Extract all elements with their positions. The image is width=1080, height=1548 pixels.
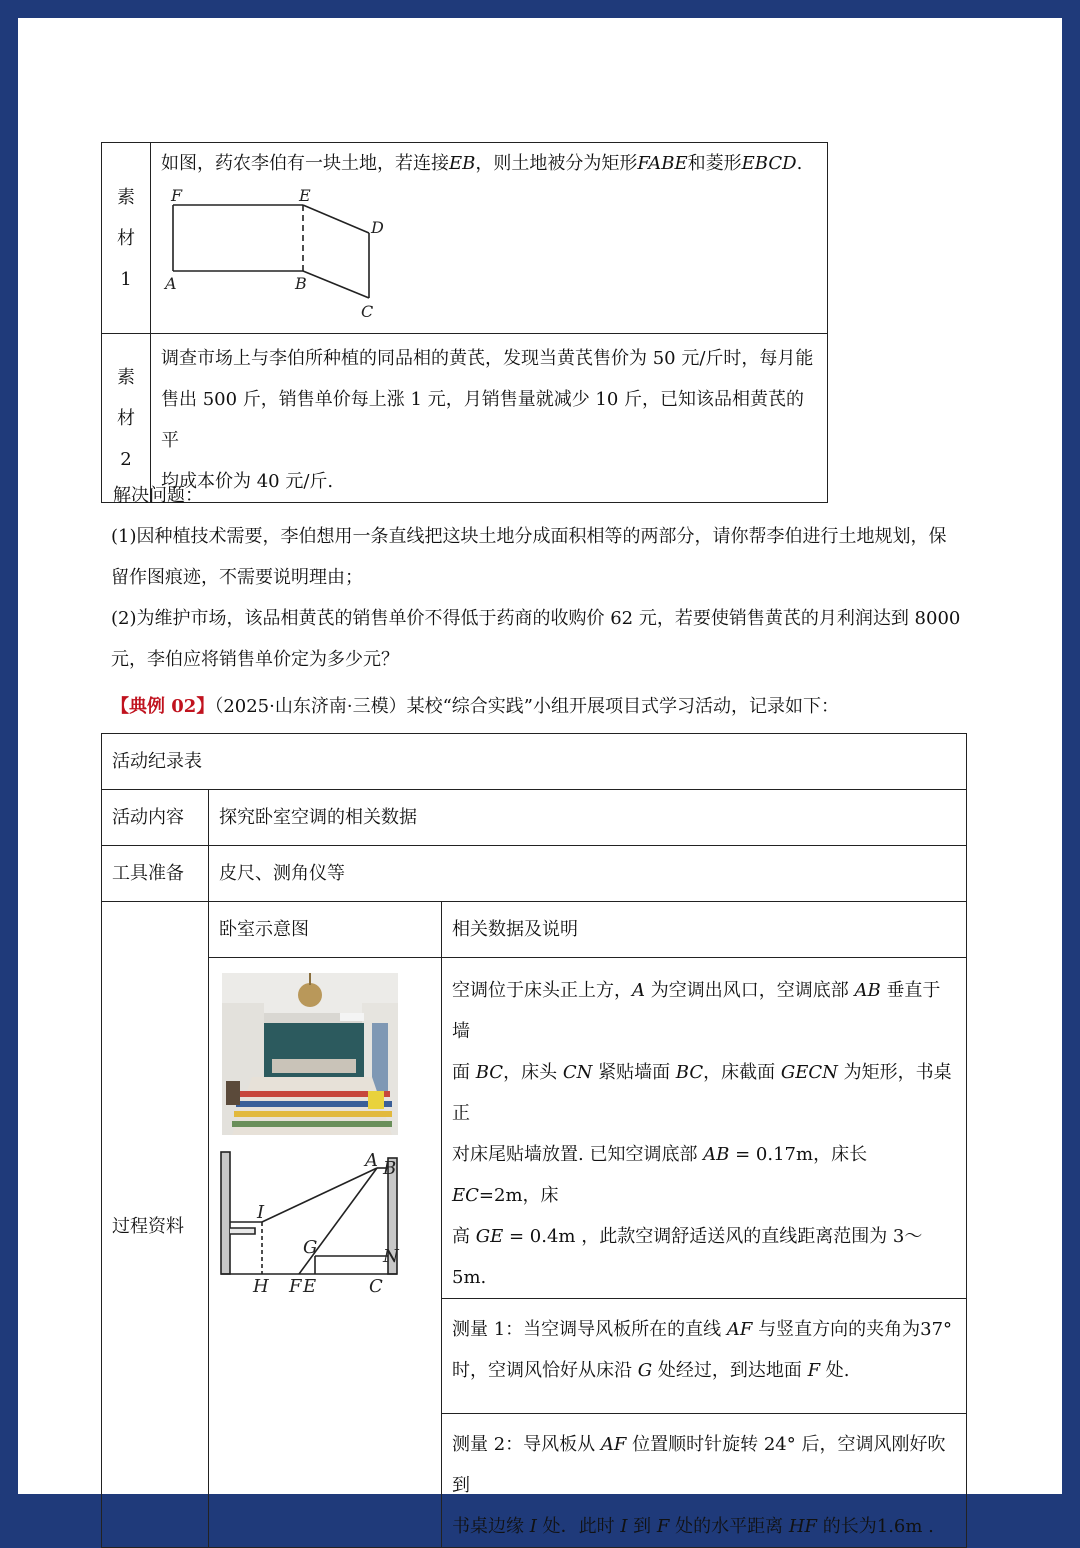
material2-content: 调查市场上与李伯所种植的同品相的黄芪，发现当黄芪售价为 50 元/斤时，每月能 售出 500 斤，销售单价每上涨 1 元，月销售量就减少 10 斤，已知该品相黄芪的平 均成本价为 40 元/斤. (151, 334, 828, 503)
diagram-label-f: F (289, 1276, 302, 1297)
example-tag: 【典例 02】 (111, 696, 215, 717)
diagram-label-h: H (253, 1276, 269, 1297)
activity-title: 活动纪录表 (102, 734, 967, 790)
diagram-label-e: E (303, 1276, 317, 1297)
problem-heading: 解决问题： (113, 485, 203, 506)
diagram-cell (209, 958, 442, 1548)
diagram-label-b: B (383, 1158, 397, 1179)
description-cell: 空调位于床头正上方，A 为空调出风口，空调底部 AB 垂直于墙 面 BC，床头 CN 紧贴墙面 BC，床截面 GECN 为矩形，书桌正 对床尾贴墙放置. 已知空调底部 AB = 0.17m，床长 EC=2m，床 高 GE = 0.4m ，此款空调舒适送风的直线距离范围为 3～5m. (442, 958, 967, 1299)
measurement-2-cell: 测量 2：导风板从 AF 位置顺时针旋转 24° 后，空调风刚好吹到 书桌边缘 I 处．此时 I 到 F 处的水平距离 HF 的长为1.6m . (442, 1414, 967, 1548)
point-label-f: F (171, 186, 183, 205)
process-label: 过程资料 (102, 902, 209, 1548)
bedroom-diagram (219, 1150, 409, 1298)
question-1-line1: (1)因种植技术需要，李伯想用一条直线把这块土地分成面积相等的两部分，请你帮李伯进行土地规划，保 (111, 526, 947, 547)
diagram-label-n: N (383, 1246, 399, 1267)
land-diagram (161, 179, 421, 319)
point-label-d: D (371, 218, 384, 237)
diagram-col-header: 卧室示意图 (209, 902, 442, 958)
material1-content (151, 143, 828, 334)
question-2-line1: (2)为维护市场，该品相黄芪的销售单价不得低于药商的收购价 62 元，若要使销售黄芪的月利润达到 8000 (111, 608, 961, 629)
point-label-b: B (295, 274, 307, 293)
activity-table (101, 733, 967, 1548)
content-value: 探究卧室空调的相关数据 (209, 790, 967, 846)
content-label: 活动内容 (102, 790, 209, 846)
question-2-line2: 元，李伯应将销售单价定为多少元？ (111, 649, 399, 670)
tools-label: 工具准备 (102, 846, 209, 902)
diagram-label-i: I (257, 1202, 265, 1223)
diagram-label-g: G (303, 1237, 318, 1258)
diagram-label-c: C (369, 1276, 383, 1297)
document-page (18, 18, 1062, 1537)
question-1-line2: 留作图痕迹，不需要说明理由； (111, 567, 363, 588)
point-label-c: C (361, 302, 374, 319)
example-heading (111, 686, 839, 727)
measurement-1-cell: 测量 1：当空调导风板所在的直线 AF 与竖直方向的夹角为37° 时，空调风恰好从床沿 G 处经过，到达地面 F 处. (442, 1299, 967, 1414)
example-text: （2025·山东济南·三模）某校“综合实践”小组开展项目式学习活动，记录如下： (214, 696, 839, 717)
point-label-a: A (165, 274, 177, 293)
material1-text: 如图，药农李伯有一块土地，若连接EB，则土地被分为矩形FABE和菱形EBCD. (161, 153, 803, 174)
material2-label: 素 材 2 (102, 334, 151, 503)
point-label-e: E (299, 186, 311, 205)
tools-value: 皮尺、测角仪等 (209, 846, 967, 902)
material1-label: 素 材 1 (102, 143, 151, 334)
data-col-header: 相关数据及说明 (442, 902, 967, 958)
bedroom-photo (222, 973, 398, 1135)
diagram-label-a: A (365, 1150, 378, 1171)
materials-table (101, 142, 828, 503)
